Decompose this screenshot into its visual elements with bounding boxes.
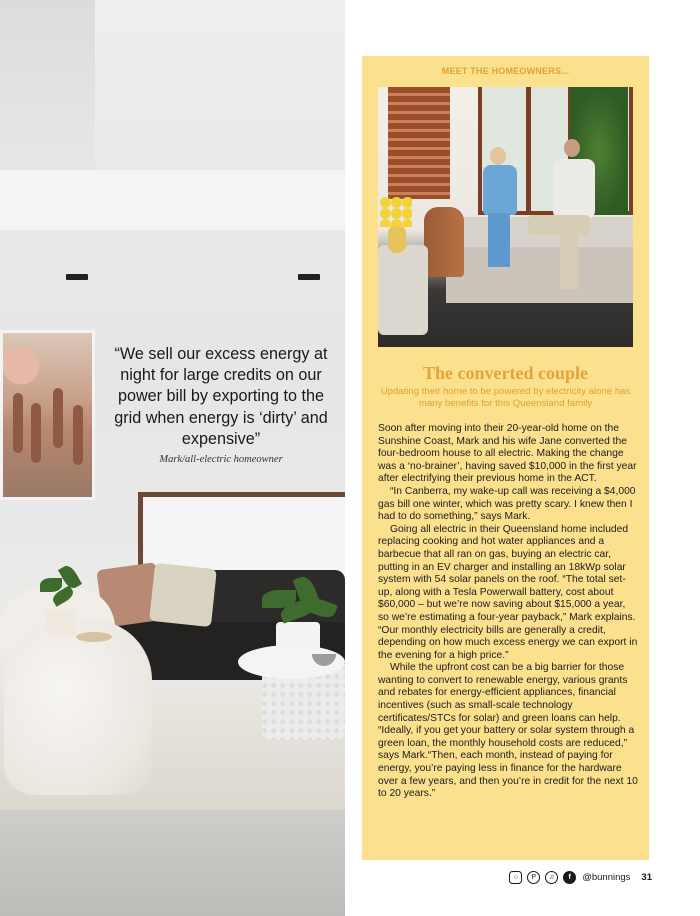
panel-title: The converted couple xyxy=(423,363,588,383)
article-paragraph: Soon after moving into their 20-year-old home on the Sunshine Coast, Mark and his wife Jane converted the four-bedroom house to all electric. Making the change was a ‘no-brainer’, having saved $10,000 in the first year after electrifying their previous home in the ACT. xyxy=(378,423,637,485)
panel-subtitle: Updating their home to be powered by electricity alone has many benefits for this Queensland family xyxy=(380,386,631,410)
panel-kicker: MEET THE HOMEOWNERS... xyxy=(441,66,570,76)
social-handle[interactable]: @bunnings xyxy=(582,871,631,883)
pull-quote xyxy=(108,344,334,465)
beach-artwork xyxy=(0,330,95,500)
tiktok-icon[interactable]: ♫ xyxy=(545,871,558,884)
page-number: 31 xyxy=(641,871,652,883)
article-paragraph: Going all electric in their Queensland home included replacing cooking and hot water appliances and a barbecue that all ran on gas, buying an electric car, putting in an EV charger and installing an 18kWp solar system with 54 solar panels on the roof. “The total set-up, along with a Tesla Powerwall battery, cost about $60,000 – but we’re now saving about $15,000 a year, so we’re estimating a four-year payback,” Mark explains. “Our monthly electricity bills are generally a credit, depending on how much excess energy we can export in the evening for a high price.” xyxy=(378,523,638,661)
boucle-armchair xyxy=(4,620,152,795)
pinterest-icon[interactable]: P xyxy=(527,871,540,884)
instagram-icon[interactable]: ○ xyxy=(509,871,522,884)
pull-quote-attribution: Mark/all-electric homeowner xyxy=(159,454,283,466)
homeowners-photo xyxy=(378,87,633,347)
pull-quote-text: “We sell our excess energy at night for large credits on our power bill by exporting to the grid when energy is ‘dirty’ and expensive” xyxy=(114,345,328,448)
article-body xyxy=(378,423,638,801)
article-paragraph: While the upfront cost can be a big barrier for those wanting to convert to renewable energy, various grants and rebates for energy-efficient appliances, financial incentives (such as small-scale technology certificates/STCs for solar) and green loans can help. “Ideally, if you get your battery or solar system through a green loan, the monthly household costs are reduced,” says Mark.“Then, each month, instead of paying for energy, you’re paying less in finance for the hardware over a few years, and then you’re in credit for the next 10 to 20 years.” xyxy=(378,662,638,800)
facebook-icon[interactable]: f xyxy=(563,871,576,884)
article-paragraph: “In Canberra, my wake-up call was receiving a $4,000 gas bill one winter, which was pretty scary. I knew then I had to do something,” says Mark. xyxy=(378,485,636,523)
page-footer xyxy=(509,869,652,885)
homeowners-panel xyxy=(362,56,649,860)
